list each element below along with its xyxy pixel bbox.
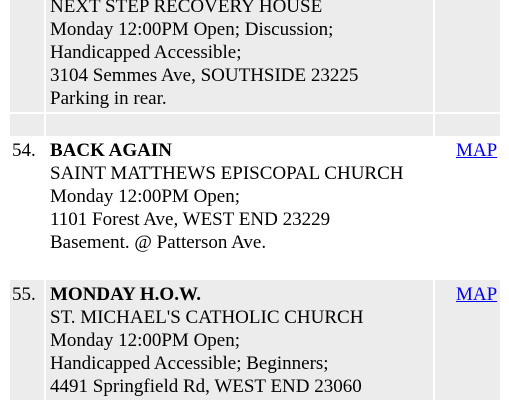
- meeting-schedule: Monday 12:00PM Open;: [50, 330, 240, 351]
- map-link[interactable]: MAP: [456, 284, 498, 305]
- meeting-schedule: Monday 12:00PM Open;: [50, 186, 240, 207]
- meeting-group-name: MONDAY H.O.W.: [50, 284, 201, 305]
- meeting-location: SAINT MATTHEWS EPISCOPAL CHURCH: [50, 163, 404, 184]
- meeting-address: 3104 Semmes Ave, SOUTHSIDE 23225: [50, 65, 359, 86]
- meeting-note: Basement. @ Patterson Ave.: [50, 232, 267, 253]
- meeting-group-name: BACK AGAIN: [50, 140, 172, 161]
- row-spacer: [10, 114, 500, 136]
- meeting-note: Parking in rear.: [50, 88, 167, 109]
- meeting-title: NEXT STEP RECOVERY HOUSE: [50, 0, 323, 17]
- meeting-location: ST. MICHAEL'S CATHOLIC CHURCH: [50, 307, 364, 328]
- map-link[interactable]: MAP: [456, 140, 498, 161]
- meeting-schedule: Monday 12:00PM Open; Discussion;: [50, 19, 334, 40]
- meeting-number: 54.: [12, 140, 36, 161]
- meeting-accessibility: Handicapped Accessible; Beginners;: [50, 353, 329, 374]
- meeting-accessibility: Handicapped Accessible;: [50, 42, 242, 63]
- meeting-address: 1101 Forest Ave, WEST END 23229: [50, 209, 331, 230]
- meeting-address: 4491 Springfield Rd, WEST END 23060: [50, 376, 362, 397]
- meeting-number: 55.: [12, 284, 36, 305]
